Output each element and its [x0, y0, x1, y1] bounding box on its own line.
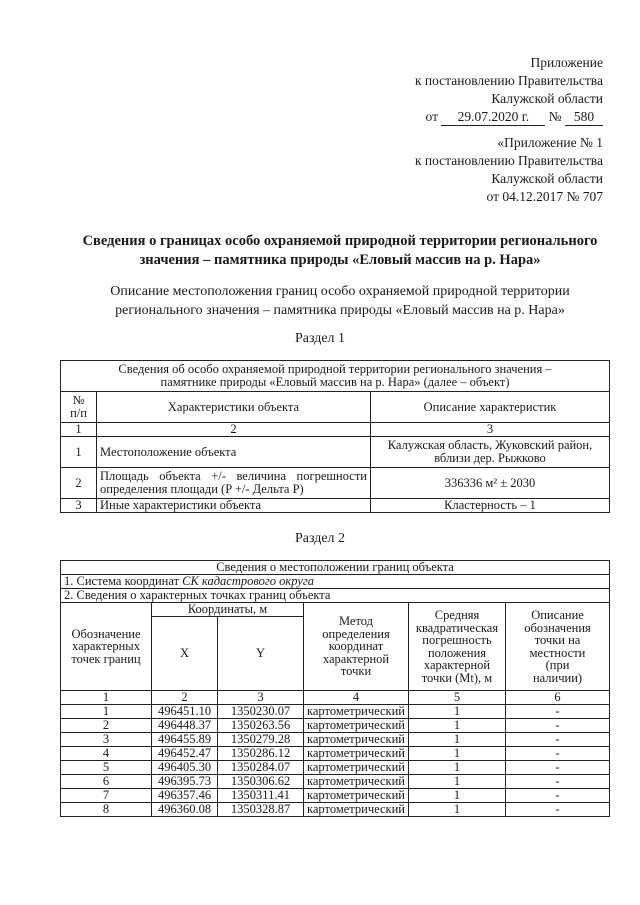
previous-appendix-date: от 04.12.2017 № 707: [486, 189, 603, 204]
description-cell: Кластерность – 1: [371, 499, 610, 513]
table-header-row: [61, 603, 610, 617]
row-number: 1: [61, 437, 97, 468]
index-cell: 4: [304, 691, 409, 705]
header-text-line: наличии): [532, 670, 583, 685]
date-prefix: от: [425, 109, 438, 124]
row-number: 2: [61, 468, 97, 499]
method-cell: картометрический: [304, 733, 409, 747]
y-coordinate-cell: 1350306.62: [218, 775, 304, 789]
method-cell: картометрический: [304, 775, 409, 789]
y-coordinate-cell: 1350230.07: [218, 705, 304, 719]
previous-appendix-region: Калужской области: [491, 171, 603, 186]
header-text-line: (при: [545, 658, 570, 672]
mark-description-cell: -: [506, 747, 610, 761]
y-coordinate-cell: 1350286.12: [218, 747, 304, 761]
table-row: [61, 719, 610, 733]
header-text-line: Обозначение: [71, 626, 141, 641]
error-cell: 1: [409, 719, 506, 733]
x-coordinate-cell: 496455.89: [152, 733, 218, 747]
description-line-1: Описание местоположения границ особо охраняемой природной территории: [110, 284, 570, 299]
error-cell: 1: [409, 761, 506, 775]
column-header-error: [409, 603, 506, 691]
table-row: [61, 705, 610, 719]
method-cell: картометрический: [304, 747, 409, 761]
table-row: [61, 499, 610, 513]
title-line-1: Сведения о границах особо охраняемой природной территории регионального: [82, 233, 598, 249]
header-text-line: обозначения: [524, 620, 591, 635]
mark-description-cell: -: [506, 761, 610, 775]
boundary-points-table: [60, 560, 610, 817]
header-text-line: точки (Mt), м: [421, 670, 493, 685]
point-id-cell: 6: [61, 775, 152, 789]
error-cell: 1: [409, 733, 506, 747]
x-coordinate-cell: 496452.47: [152, 747, 218, 761]
table-row: [61, 761, 610, 775]
description-cell: 336336 м² ± 2030: [371, 468, 610, 499]
y-coordinate-cell: 1350284.07: [218, 761, 304, 775]
section-1-heading: Раздел 1: [294, 331, 346, 346]
column-header-method: [304, 603, 409, 691]
header-text-line: точки на: [534, 633, 581, 647]
header-text-line: погрешность: [422, 633, 492, 647]
column-header-characteristics: Характеристики объекта: [97, 392, 371, 423]
row-number: 3: [61, 499, 97, 513]
point-id-cell: 7: [61, 789, 152, 803]
table-row: [61, 361, 610, 392]
point-id-cell: 1: [61, 705, 152, 719]
previous-appendix-decree: к постановлению Правительства: [414, 153, 603, 168]
header-text-line: характерной точки: [322, 651, 390, 679]
x-coordinate-cell: 496405.30: [152, 761, 218, 775]
header-text-line: точек границ: [71, 651, 141, 666]
y-coordinate-cell: 1350263.56: [218, 719, 304, 733]
point-id-cell: 4: [61, 747, 152, 761]
object-info-title-line-1: Сведения об особо охраняемой природной территории регионального значения –: [118, 362, 552, 376]
column-header-designation: [61, 603, 152, 691]
coordinate-system-value: СК кадастрового округа: [182, 574, 314, 589]
object-info-title: [61, 361, 610, 392]
header-text-line: определения: [322, 626, 390, 641]
table-index-row: [61, 691, 610, 705]
points-info-row: 2. Сведения о характерных точках границ объекта: [61, 589, 610, 603]
index-cell: 1: [61, 691, 152, 705]
method-cell: картометрический: [304, 789, 409, 803]
decree-date: 29.07.2020 г.: [441, 109, 545, 126]
header-text-line: координат: [328, 639, 384, 654]
header-text-line: Описание: [531, 608, 584, 622]
mark-description-cell: -: [506, 733, 610, 747]
header-text-line: Метод: [338, 614, 374, 629]
table-row: [61, 589, 610, 603]
point-id-cell: 8: [61, 803, 152, 817]
appendix-header: [415, 54, 603, 126]
description-cell: [371, 437, 610, 468]
index-cell: 6: [506, 691, 610, 705]
section-2-heading: Раздел 2: [294, 531, 346, 546]
mark-description-cell: -: [506, 705, 610, 719]
header-text-line: положения: [427, 645, 487, 660]
mark-description-cell: -: [506, 803, 610, 817]
table-row: [61, 575, 610, 589]
error-cell: 1: [409, 705, 506, 719]
column-header-number-line-2: п/п: [70, 406, 87, 420]
index-cell: 5: [409, 691, 506, 705]
header-text-line: местности: [529, 645, 586, 660]
header-text-line: характерной: [423, 658, 491, 672]
table-row: [61, 803, 610, 817]
y-coordinate-cell: 1350279.28: [218, 733, 304, 747]
method-cell: картометрический: [304, 803, 409, 817]
table-row: [61, 561, 610, 575]
characteristic-cell: Местоположение объекта: [97, 437, 371, 468]
table-row: [61, 789, 610, 803]
error-cell: 1: [409, 775, 506, 789]
table-header-row: [61, 392, 610, 423]
coordinate-system-row: [61, 575, 610, 589]
object-info-table: [60, 360, 610, 513]
previous-appendix-label: «Приложение № 1: [497, 135, 603, 150]
number-sign: №: [548, 109, 562, 124]
column-header-number: [61, 392, 97, 423]
x-coordinate-cell: 496448.37: [152, 719, 218, 733]
mark-description-cell: -: [506, 789, 610, 803]
location-line-1: Калужская область, Жуковский район,: [387, 438, 593, 452]
characteristic-cell: Иные характеристики объекта: [97, 499, 371, 513]
mark-description-cell: -: [506, 775, 610, 789]
document-description: [60, 282, 620, 320]
title-line-2: значения – памятника природы «Еловый массив на р. Нара»: [139, 252, 541, 268]
appendix-decree: к постановлению Правительства: [414, 73, 603, 88]
boundary-points-body: [61, 705, 610, 817]
table-row: [61, 733, 610, 747]
decree-number: 580: [565, 109, 603, 126]
mark-description-cell: -: [506, 719, 610, 733]
characteristic-cell: [97, 468, 371, 499]
table-row: [61, 437, 610, 468]
method-cell: картометрический: [304, 719, 409, 733]
table-row: [61, 468, 610, 499]
point-id-cell: 3: [61, 733, 152, 747]
header-text-line: характерных: [72, 639, 140, 654]
x-coordinate-cell: 496395.73: [152, 775, 218, 789]
error-cell: 1: [409, 747, 506, 761]
error-cell: 1: [409, 803, 506, 817]
area-label-line-1: Площадь объекта +/- величина погрешности: [100, 469, 367, 483]
method-cell: картометрический: [304, 705, 409, 719]
location-line-2: вблизи дер. Рыжково: [434, 451, 546, 465]
previous-appendix-header: [415, 134, 603, 206]
appendix-label: Приложение: [530, 55, 603, 70]
boundary-table-title: Сведения о местоположении границ объекта: [61, 561, 610, 575]
header-text-line: квадратическая: [415, 620, 499, 635]
area-label-line-2: определения площади (P +/- Дельта P): [100, 482, 304, 496]
x-coordinate-cell: 496357.46: [152, 789, 218, 803]
document-title: [60, 232, 620, 270]
coordinate-system-label: 1. Система координат: [64, 574, 183, 589]
appendix-date-line: [415, 108, 603, 126]
x-coordinate-cell: 496360.08: [152, 803, 218, 817]
column-header-mark-description: [506, 603, 610, 691]
point-id-cell: 2: [61, 719, 152, 733]
table-row: [61, 775, 610, 789]
header-text-line: Средняя: [434, 608, 480, 622]
table-index-row: [61, 423, 610, 437]
y-coordinate-cell: 1350311.41: [218, 789, 304, 803]
point-id-cell: 5: [61, 761, 152, 775]
column-header-number-line-1: №: [72, 393, 85, 407]
description-line-2: регионального значения – памятника природы «Еловый массив на р. Нара»: [115, 303, 565, 318]
y-coordinate-cell: 1350328.87: [218, 803, 304, 817]
column-header-coordinates: Координаты, м: [152, 603, 304, 617]
column-header-x: X: [152, 617, 218, 691]
index-cell: 1: [61, 423, 97, 437]
column-header-y: Y: [218, 617, 304, 691]
index-cell: 3: [371, 423, 610, 437]
column-header-description: Описание характеристик: [371, 392, 610, 423]
appendix-region: Калужской области: [491, 91, 603, 106]
x-coordinate-cell: 496451.10: [152, 705, 218, 719]
index-cell: 2: [152, 691, 218, 705]
error-cell: 1: [409, 789, 506, 803]
index-cell: 2: [97, 423, 371, 437]
method-cell: картометрический: [304, 761, 409, 775]
index-cell: 3: [218, 691, 304, 705]
table-row: [61, 747, 610, 761]
object-info-title-line-2: памятнике природы «Еловый массив на р. Нара» (далее – объект): [160, 375, 510, 389]
